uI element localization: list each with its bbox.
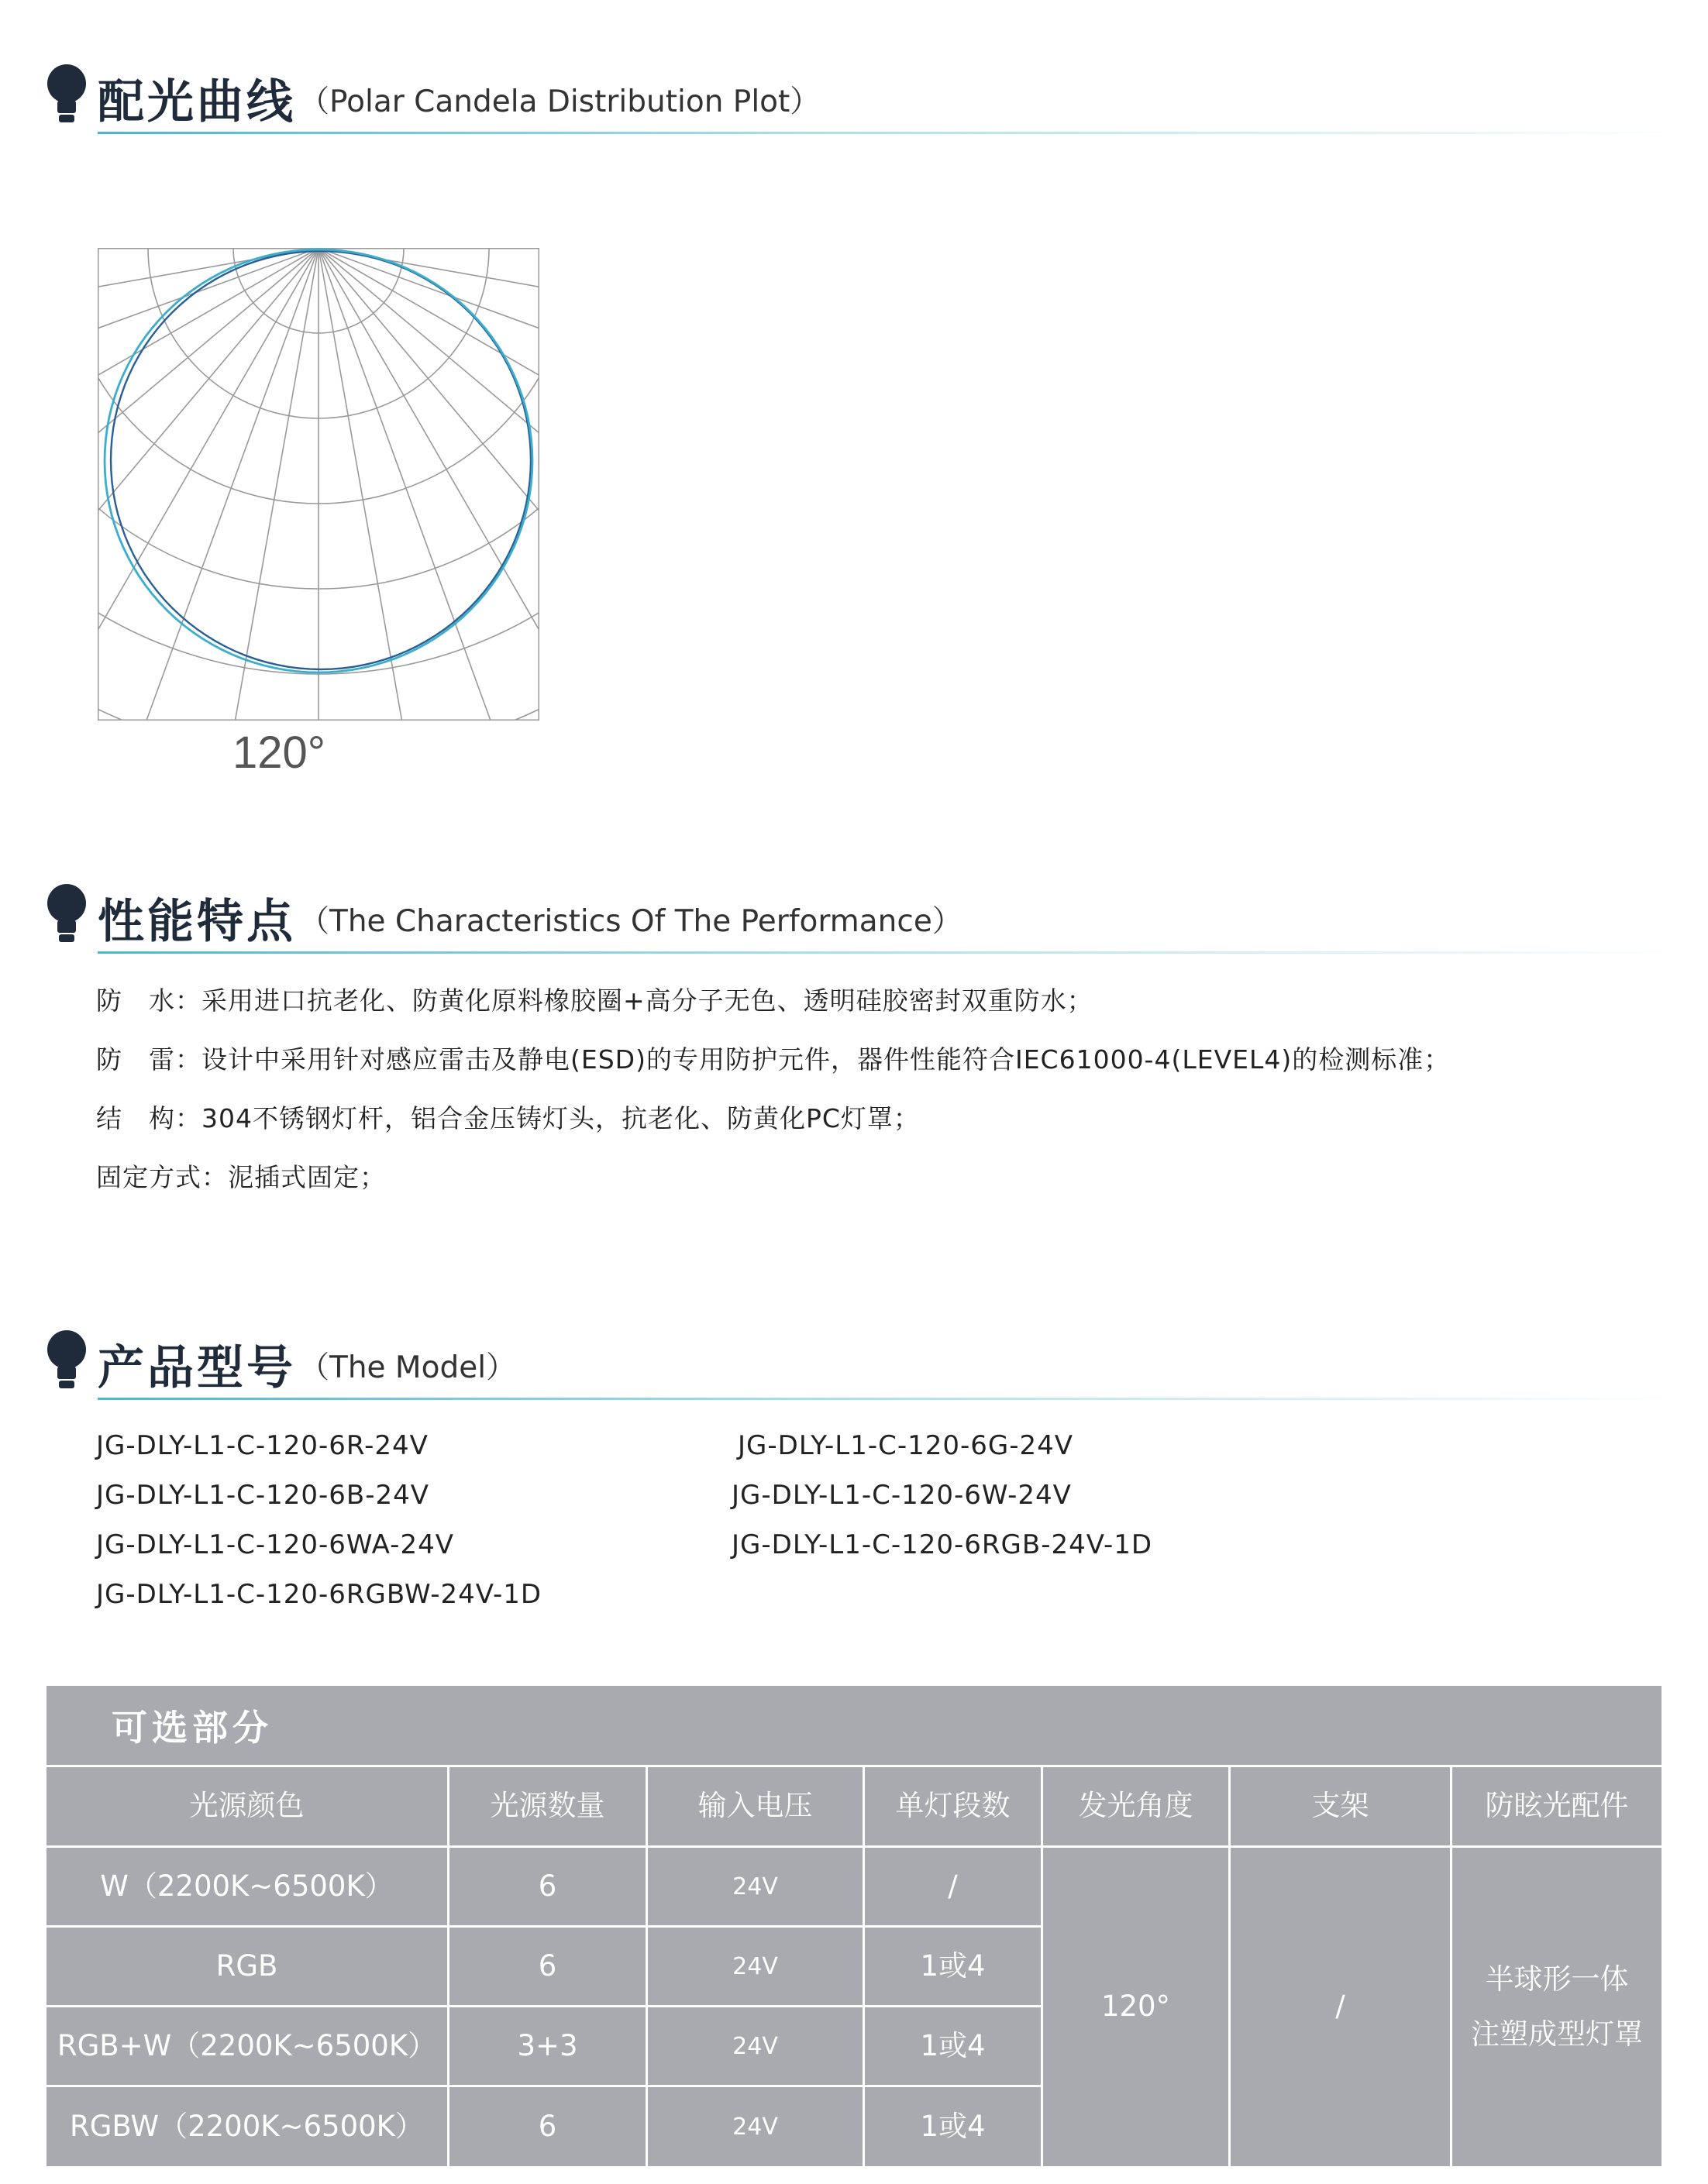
section-divider	[98, 1398, 1686, 1400]
optional-parts-table	[46, 1686, 1662, 2166]
polar-grid-spoke	[319, 248, 439, 721]
polar-grid-spoke	[198, 248, 319, 721]
section-title-cn: 产品型号	[98, 1341, 296, 1395]
header-accessory: 防眩光配件	[1485, 1789, 1629, 1823]
section-divider	[98, 132, 1686, 134]
table-title: 可选部分	[112, 1707, 273, 1749]
cell-voltage: 24V	[732, 1952, 778, 1980]
model-number: JG-DLY-L1-C-120-6G-24V	[738, 1430, 1074, 1461]
lightbulb-icon	[46, 1329, 87, 1391]
model-number: JG-DLY-L1-C-120-6R-24V	[96, 1430, 429, 1461]
cell-count: 6	[538, 1948, 557, 1983]
cell-segments: 1或4	[920, 2109, 986, 2143]
model-number: JG-DLY-L1-C-120-6RGBW-24V-1D	[96, 1579, 542, 1610]
header-voltage: 输入电压	[697, 1789, 813, 1823]
cell-count: 3+3	[517, 2028, 578, 2062]
cell-angle: 120°	[1100, 1990, 1171, 2024]
model-number: JG-DLY-L1-C-120-6B-24V	[96, 1480, 430, 1511]
cell-color: W（2200K~6500K）	[100, 1869, 394, 1903]
polar-grid-spoke	[98, 248, 319, 721]
polar-grid-spoke	[319, 248, 539, 721]
model-number: JG-DLY-L1-C-120-6W-24V	[732, 1480, 1072, 1511]
polar-grid-spoke	[319, 248, 539, 487]
cell-bracket: /	[1335, 1990, 1345, 2024]
polar-candela-plot	[98, 248, 539, 721]
header-count: 光源数量	[490, 1789, 605, 1823]
section-title-en: （The Characteristics Of The Performance）	[299, 904, 962, 939]
cell-segments: 1或4	[920, 2028, 986, 2062]
cell-voltage: 24V	[732, 2113, 778, 2141]
polar-grid-spoke	[98, 248, 319, 369]
section-title-cn: 性能特点	[98, 895, 296, 949]
model-number: JG-DLY-L1-C-120-6WA-24V	[96, 1529, 454, 1560]
cell-color: RGB	[215, 1948, 278, 1983]
header-angle: 发光角度	[1078, 1789, 1193, 1823]
cell-segments: /	[948, 1869, 958, 1903]
feature-waterproof: 防 水：采用进口抗老化、防黄化原料橡胶圈+高分子无色、透明硅胶密封双重防水；	[96, 985, 1093, 1016]
section-title-en: （The Model）	[299, 1350, 517, 1385]
polar-grid-spoke	[319, 248, 539, 721]
feature-structure: 结 构：304不锈钢灯杆，铝合金压铸灯头，抗老化、防黄化PC灯罩；	[96, 1103, 920, 1133]
feature-lightning: 防 雷：设计中采用针对感应雷击及静电(ESD)的专用防护元件，器件性能符合IEC61000-4(LEVEL4)的检测标准；	[96, 1044, 1451, 1075]
cell-count: 6	[538, 1869, 557, 1903]
cell-voltage: 24V	[732, 1873, 778, 1900]
header-segments: 单灯段数	[895, 1789, 1011, 1823]
section-divider	[98, 951, 1686, 954]
lightbulb-icon	[46, 883, 87, 945]
section-title-en: （Polar Candela Distribution Plot）	[299, 84, 821, 119]
polar-grid-spoke	[319, 248, 539, 721]
feature-mounting: 固定方式：泥插式固定；	[96, 1162, 386, 1192]
beam-angle-label: 120°	[232, 727, 325, 778]
section-title-cn: 配光曲线	[98, 75, 296, 129]
polar-grid-spoke	[319, 248, 539, 369]
polar-grid-spoke	[98, 248, 319, 721]
distribution-curve-secondary	[111, 251, 531, 669]
header-color: 光源颜色	[189, 1789, 305, 1823]
cell-color: RGBW（2200K~6500K）	[70, 2109, 424, 2143]
cell-color: RGB+W（2200K~6500K）	[57, 2028, 437, 2062]
lightbulb-icon	[46, 64, 87, 126]
cell-count: 6	[538, 2109, 557, 2143]
cell-segments: 1或4	[920, 1948, 986, 1983]
model-number: JG-DLY-L1-C-120-6RGB-24V-1D	[732, 1529, 1153, 1560]
cell-voltage: 24V	[732, 2032, 778, 2060]
header-bracket: 支架	[1311, 1789, 1369, 1823]
polar-grid-spoke	[98, 248, 319, 721]
cell-accessory: 半球形一体 注塑成型灯罩	[1471, 1962, 1643, 2051]
